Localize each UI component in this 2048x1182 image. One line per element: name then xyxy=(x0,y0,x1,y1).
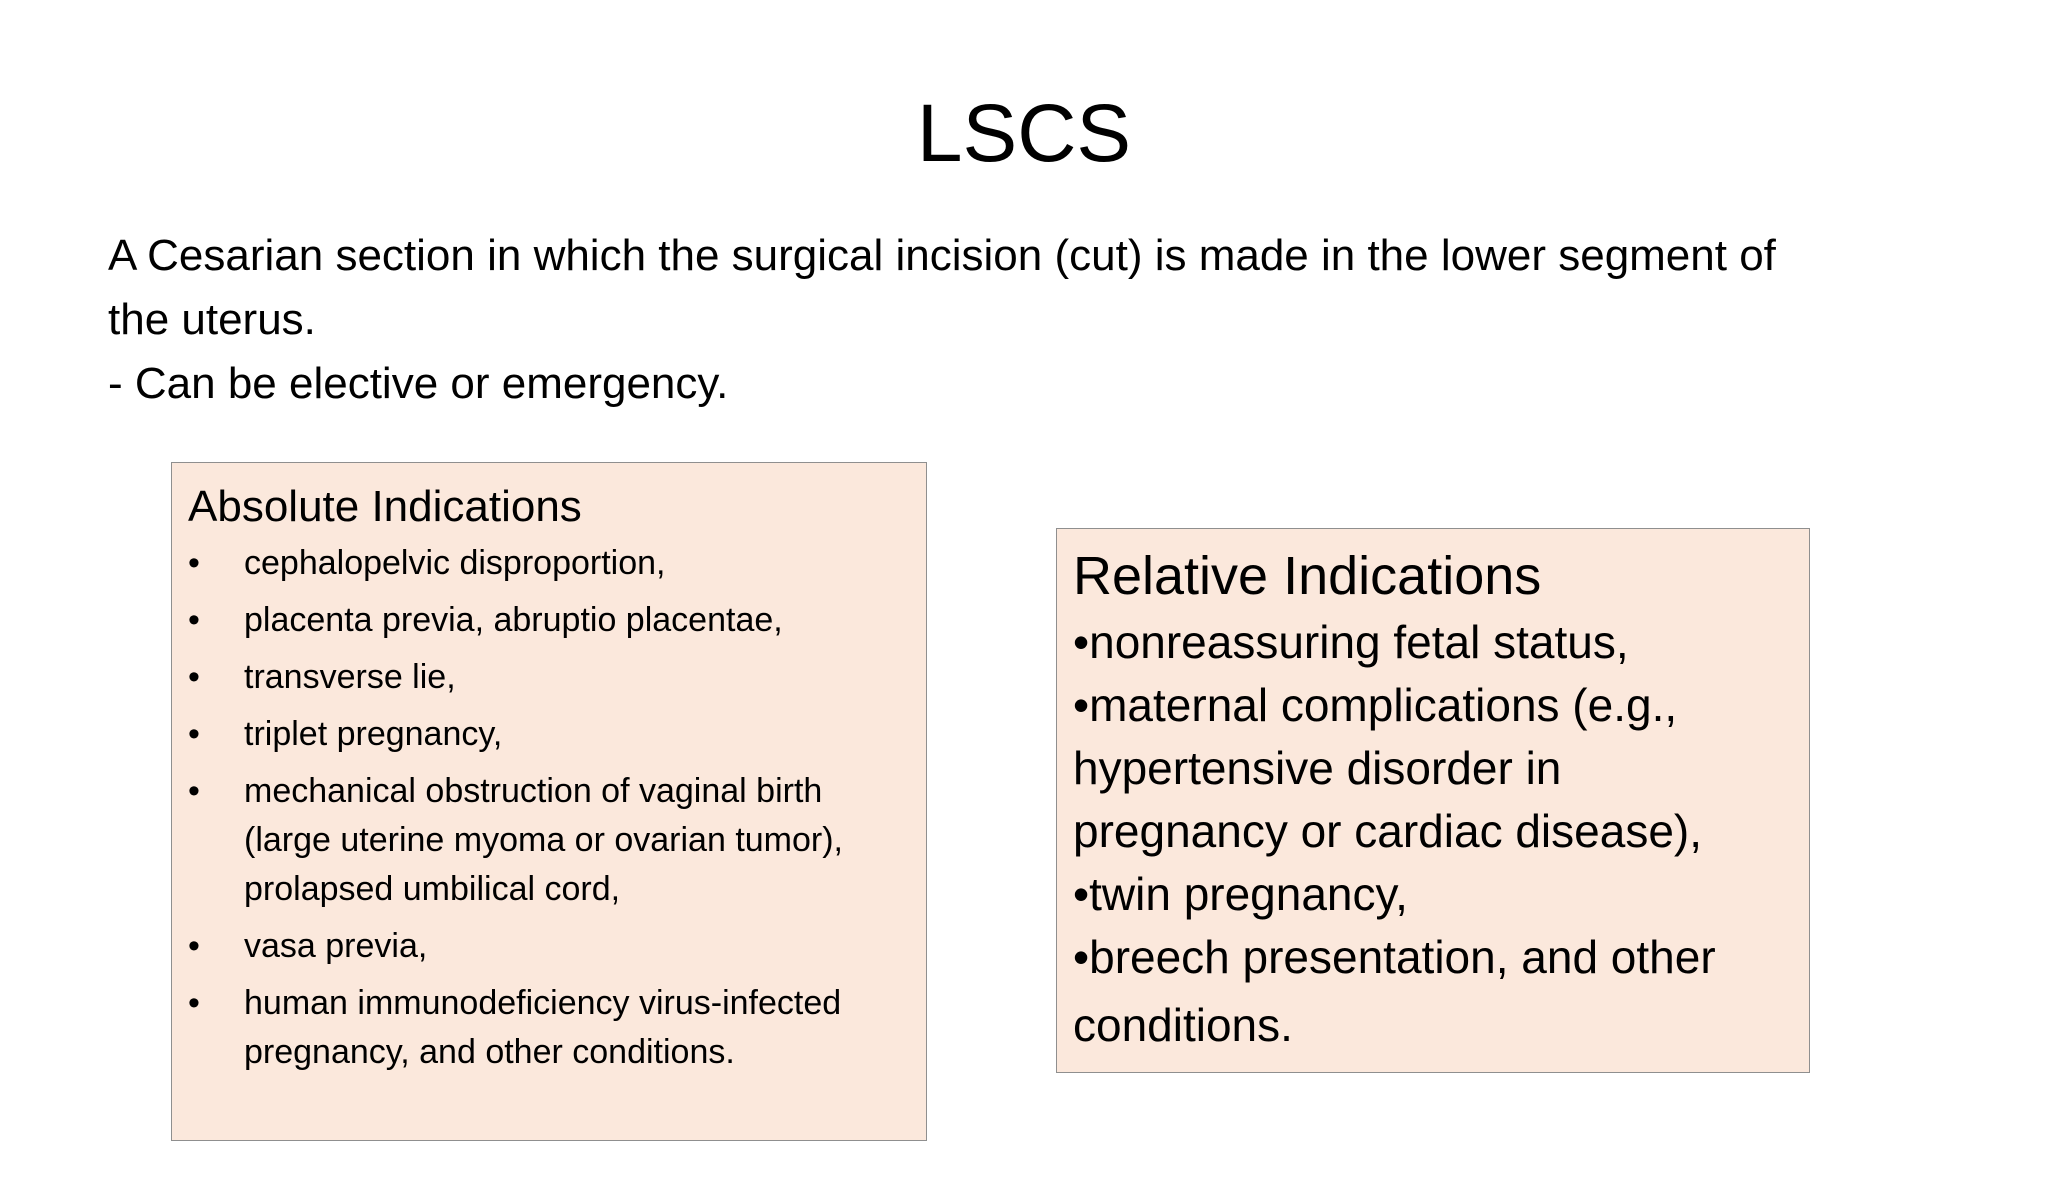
bullet-icon: • xyxy=(188,544,200,582)
list-item-text: placenta previa, abruptio placentae, xyxy=(244,601,783,639)
relative-indications-list xyxy=(1073,611,1793,1061)
list-item xyxy=(188,539,910,588)
list-item xyxy=(188,596,910,645)
relative-indications-heading: Relative Indications xyxy=(1073,546,1542,606)
relative-indications-box xyxy=(1056,528,1810,1073)
intro-line-3: - Can be elective or emergency. xyxy=(108,359,729,408)
list-item-text: vasa previa, xyxy=(244,927,428,965)
bullet-icon: • xyxy=(188,601,200,639)
relative-line: hypertensive disorder in xyxy=(1073,742,1562,794)
list-item xyxy=(188,922,910,971)
relative-line: conditions. xyxy=(1073,999,1293,1051)
list-item-text: human immunodeficiency virus-infected pregnancy, and other conditions. xyxy=(244,984,842,1071)
list-item-text: triplet pregnancy, xyxy=(244,715,503,753)
relative-line: •twin pregnancy, xyxy=(1073,868,1408,920)
list-item xyxy=(188,710,910,759)
intro-line-2: the uterus. xyxy=(108,295,316,344)
relative-line: pregnancy or cardiac disease), xyxy=(1073,805,1702,857)
absolute-indications-box xyxy=(171,462,927,1141)
relative-line: •nonreassuring fetal status, xyxy=(1073,616,1629,668)
intro-line-1: A Cesarian section in which the surgical incision (cut) is made in the lower segment of xyxy=(108,231,1776,280)
absolute-indications-list xyxy=(188,539,910,1077)
list-item-text: cephalopelvic disproportion, xyxy=(244,544,666,582)
bullet-icon: • xyxy=(188,715,200,753)
relative-line: •maternal complications (e.g., xyxy=(1073,679,1678,731)
list-item xyxy=(188,979,910,1077)
list-item-text: transverse lie, xyxy=(244,658,456,696)
list-item xyxy=(188,653,910,702)
list-item xyxy=(188,767,910,914)
relative-line: •breech presentation, and other xyxy=(1073,931,1716,983)
bullet-icon: • xyxy=(188,984,200,1022)
bullet-icon: • xyxy=(188,927,200,965)
intro-text xyxy=(108,224,1968,416)
absolute-indications-heading: Absolute Indications xyxy=(188,482,582,531)
list-item-text: mechanical obstruction of vaginal birth (large uterine myoma or ovarian tumor), prolapsed umbilical cord, xyxy=(244,772,844,908)
bullet-icon: • xyxy=(188,658,200,696)
slide-title: LSCS xyxy=(916,88,1132,179)
bullet-icon: • xyxy=(188,772,200,810)
